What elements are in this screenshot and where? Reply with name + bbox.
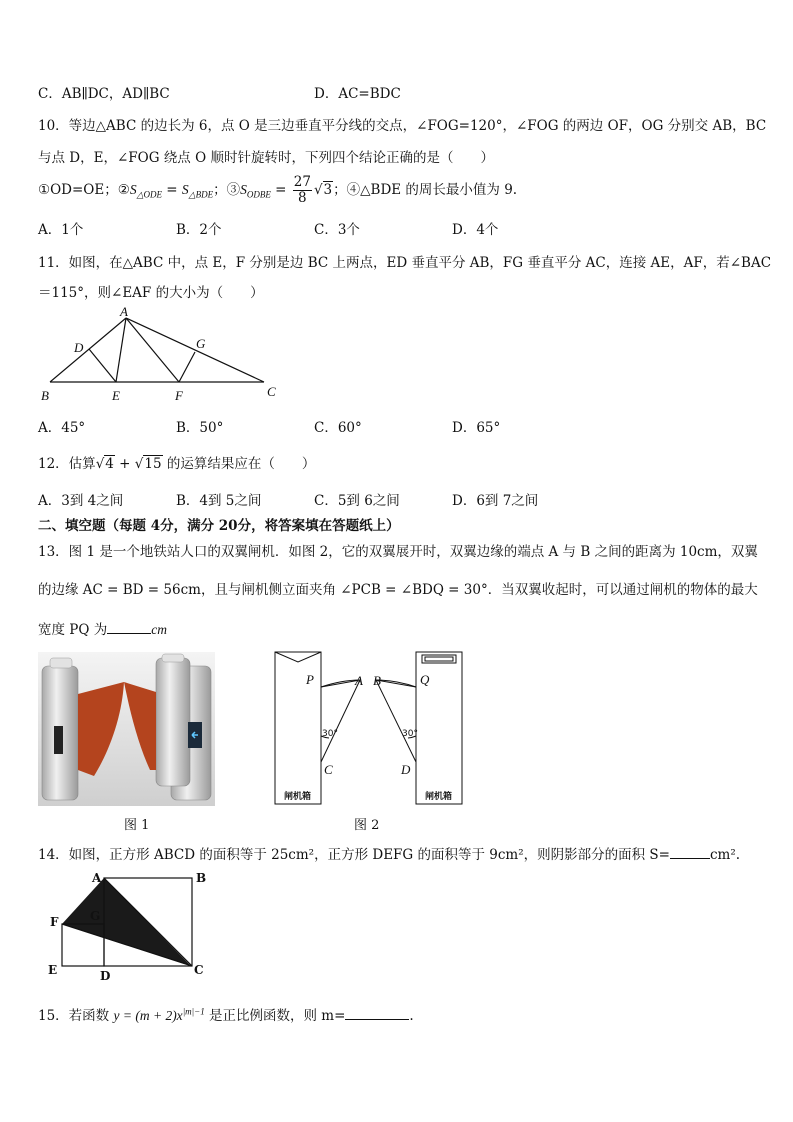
q12-option-c: C．5到 6之间 bbox=[314, 493, 400, 509]
q12-option-d: D．6到 7之间 bbox=[452, 493, 539, 509]
q15-answer-blank[interactable] bbox=[345, 1018, 409, 1020]
q11-label-c: C bbox=[267, 384, 276, 399]
q11-option-b: B．50° bbox=[176, 420, 224, 436]
q12-line: 12．估算√4 + √15 的运算结果应在（ ） bbox=[38, 456, 316, 472]
q14-label-f: F bbox=[50, 915, 59, 929]
q11-option-a: A．45° bbox=[38, 420, 86, 436]
q13-figure2-caption: 图 2 bbox=[354, 818, 380, 833]
q14-answer-blank[interactable] bbox=[670, 857, 710, 859]
q13-label-q: Q bbox=[420, 672, 430, 687]
q14-label-g: G bbox=[90, 909, 101, 923]
q12-option-b: B．4到 5之间 bbox=[176, 493, 262, 509]
q13-figure2-diagram bbox=[270, 650, 470, 808]
q10-option-b: B．2个 bbox=[176, 222, 222, 238]
q14-squares-figure bbox=[44, 866, 214, 984]
q9-options bbox=[38, 82, 758, 102]
q12-options bbox=[38, 489, 758, 509]
q13-box-label-right: 闸机箱 bbox=[425, 792, 453, 802]
q13-box-label-left: 闸机箱 bbox=[284, 792, 312, 802]
section-heading-fill-in: 二、填空题（每题 4分，满分 20分，将答案填在答题纸上） bbox=[38, 518, 400, 534]
q13-figure1-caption: 图 1 bbox=[124, 818, 150, 833]
q14-label-a: A bbox=[92, 871, 102, 885]
q13-answer-blank[interactable] bbox=[107, 632, 151, 634]
q13-label-d: D bbox=[401, 762, 411, 777]
q10-fraction: $\frac{27}{8}$ bbox=[293, 174, 311, 206]
q10-line1: 10．等边△ABC 的边长为 6，点 O 是三边垂直平分线的交点，∠FOG=120°，∠FOG 的两边 OF，OG 分别交 AB，BC bbox=[38, 118, 767, 134]
q11-label-g: G bbox=[196, 336, 206, 351]
q11-line2: ＝115°，则∠EAF 的大小为（ ） bbox=[38, 285, 264, 301]
q10-option-d: D．4个 bbox=[452, 222, 499, 238]
q14-label-d: D bbox=[100, 969, 111, 983]
q13-figure1-gate-photo bbox=[38, 652, 215, 806]
q11-option-c: C．60° bbox=[314, 420, 362, 436]
q13-angle-right: 30° bbox=[402, 729, 418, 739]
q12-option-a: A．3到 4之间 bbox=[38, 493, 124, 509]
q13-label-p: P bbox=[306, 672, 314, 687]
q15-line: 15．若函数 $y = (m + 2)x^{|m|-1}$ 是正比例函数，则 m= . bbox=[38, 1006, 414, 1024]
q14-label-c: C bbox=[194, 963, 204, 977]
q10-option-a: A．1个 bbox=[38, 222, 84, 238]
q11-triangle-figure bbox=[36, 304, 286, 404]
q9-option-c: C．AB∥DC，AD∥BC bbox=[38, 86, 170, 102]
q13-label-a: A bbox=[355, 673, 363, 688]
q9-option-d: D．AC=BDC bbox=[314, 86, 401, 102]
q11-option-d: D．65° bbox=[452, 420, 501, 436]
q11-label-e: E bbox=[112, 388, 120, 403]
q14-label-e: E bbox=[48, 963, 58, 977]
shaded-region bbox=[62, 878, 191, 966]
q11-label-f: F bbox=[175, 388, 183, 403]
q11-options bbox=[38, 416, 758, 436]
q10-line2: 与点 D，E，∠FOG 绕点 O 顺时针旋转时，下列四个结论正确的是（ ） bbox=[38, 150, 494, 166]
q11-label-a: A bbox=[120, 304, 128, 319]
q10-option-c: C．3个 bbox=[314, 222, 360, 238]
q14-label-b: B bbox=[196, 871, 207, 885]
q13-line3: 宽度 PQ 为 cm bbox=[38, 622, 167, 638]
q11-line1: 11．如图，在△ABC 中，点 E，F 分别是边 BC 上两点，ED 垂直平分 AB，FG 垂直平分 AC，连接 AE，AF，若∠BAC bbox=[38, 255, 772, 271]
q13-angle-left: 30° bbox=[322, 729, 338, 739]
q10-conclusions: ①OD=OE；$②S_{\triangle ODE} = S_{\triangle BDE}$；$③S_{ODBE}$ = $\frac{27}{8}$ √3；④△BDE 的周长最小值为 9. bbox=[38, 174, 518, 206]
q13-label-b: B bbox=[373, 673, 381, 688]
q13-line1: 13．图 1 是一个地铁站人口的双翼闸机．如图 2，它的双翼展开时，双翼边缘的端点 A 与 B 之间的距离为 10cm，双翼 bbox=[38, 544, 758, 560]
q11-label-b: B bbox=[41, 388, 49, 403]
q11-label-d: D bbox=[74, 340, 84, 355]
q10-options bbox=[38, 218, 758, 238]
q13-label-c: C bbox=[324, 762, 333, 777]
q13-line2: 的边缘 AC = BD = 56cm，且与闸机侧立面夹角 ∠PCB = ∠BDQ = 30°．当双翼收起时，可以通过闸机的物体的最大 bbox=[38, 582, 758, 598]
q14-line: 14．如图，正方形 ABCD 的面积等于 25cm²，正方形 DEFG 的面积等于 9cm²，则阴影部分的面积 S= cm². bbox=[38, 847, 741, 863]
